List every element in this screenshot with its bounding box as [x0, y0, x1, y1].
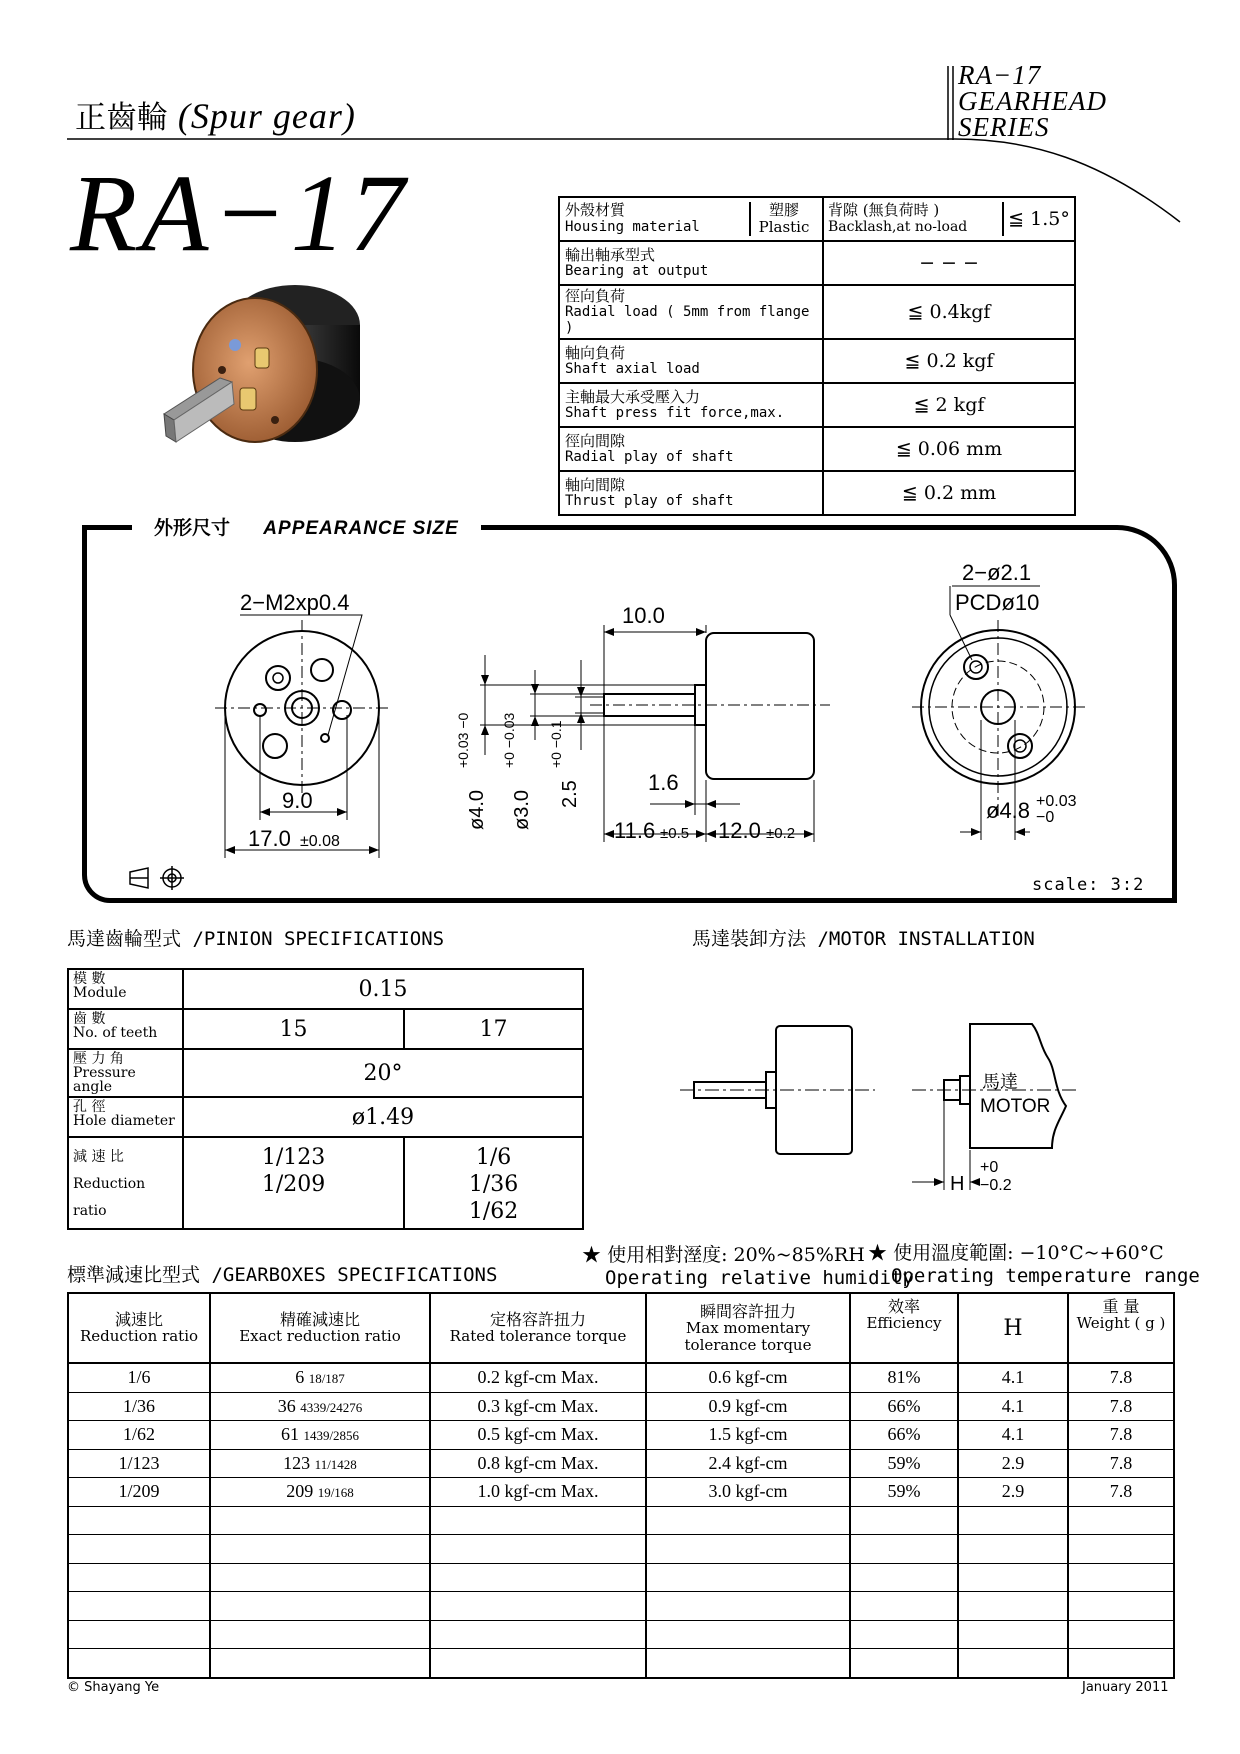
- cell-h: 2.9: [958, 1449, 1068, 1478]
- housing-zh: 外殼材質: [565, 201, 626, 219]
- dim-11-6-tol: ±0.5: [660, 825, 690, 842]
- series-line-3: SERIES: [958, 112, 1050, 142]
- cell-weight: 7.8: [1068, 1478, 1174, 1507]
- cell-momentary: [646, 1535, 850, 1564]
- dim-12: 12.0: [718, 818, 761, 843]
- spec-label-zh: 軸向負荷: [565, 344, 626, 362]
- cell-rated: 0.3 kgf-cm Max.: [430, 1392, 646, 1421]
- cell-h: [958, 1649, 1068, 1678]
- col-weight: 重 量 Weight ( g ): [1068, 1293, 1174, 1363]
- gearboxes-title: 標準減速比型式 /GEARBOXES SPECIFICATIONS: [67, 1264, 498, 1286]
- pinion-row: [68, 1137, 583, 1229]
- cell-rated: 0.5 kgf-cm Max.: [430, 1421, 646, 1450]
- spec-label-zh: 徑向間隙: [565, 432, 626, 450]
- spec-label-zh: 軸向間隙: [565, 476, 626, 494]
- title-en: (Spur gear): [177, 96, 356, 136]
- cell-weight: [1068, 1563, 1174, 1592]
- cell-eff: [850, 1592, 958, 1621]
- backlash-zh: 背隙 (無負荷時 ): [828, 201, 940, 219]
- motor-label-en: MOTOR: [980, 1096, 1051, 1117]
- cell-eff: [850, 1563, 958, 1592]
- pinion-label-zh: 模 數: [73, 971, 106, 987]
- dim-2-5: 2.5: [559, 780, 581, 808]
- dim-9: 9.0: [282, 788, 313, 813]
- col-exact: 精確減速比 Exact reduction ratio: [210, 1293, 430, 1363]
- cell-weight: [1068, 1535, 1174, 1564]
- spec-label-zh: 輸出軸承型式: [565, 246, 656, 264]
- cell-ratio: [68, 1563, 210, 1592]
- date: January 2011: [1082, 1680, 1169, 1695]
- appearance-title-en: APPEARANCE SIZE: [263, 518, 459, 539]
- pinion-value: 1/123: [261, 1145, 326, 1170]
- cell-eff: 59%: [850, 1478, 958, 1507]
- cell-eff: [850, 1535, 958, 1564]
- col-h: H: [958, 1293, 1068, 1363]
- cell-momentary: 0.6 kgf-cm: [646, 1363, 850, 1392]
- spec-label-en: Bearing at output: [565, 263, 709, 279]
- dim-2-5-tol: +0 −0.1: [548, 720, 564, 768]
- cell-exact: [210, 1535, 430, 1564]
- cell-rated: [430, 1506, 646, 1535]
- pinion-title: 馬達齒輪型式 /PINION SPECIFICATIONS: [67, 928, 445, 950]
- cell-h: [958, 1506, 1068, 1535]
- dim-phi4-8-tol-top: +0.03: [1036, 793, 1077, 810]
- cell-weight: 7.8: [1068, 1421, 1174, 1450]
- pinion-row: [68, 1049, 583, 1097]
- table-row: [68, 1392, 1174, 1421]
- star-icon: ★: [582, 1244, 602, 1266]
- spec-value: ≦ 0.2 mm: [823, 471, 1075, 515]
- cell-exact: [210, 1620, 430, 1649]
- installation-drawing: [680, 1010, 1100, 1210]
- cell-exact: 61 1439/2856: [210, 1421, 430, 1450]
- cell-h: [958, 1563, 1068, 1592]
- cell-eff: [850, 1649, 958, 1678]
- cell-rated: [430, 1592, 646, 1621]
- housing-value-en: Plastic: [758, 218, 810, 236]
- pinion-label-en: Reduction ratio: [73, 1176, 146, 1219]
- pinion-table: [67, 968, 584, 1230]
- table-row: [68, 1363, 1174, 1392]
- pinion-label-zh: 減 速 比: [73, 1149, 124, 1165]
- cell-weight: 7.8: [1068, 1449, 1174, 1478]
- dim-phi4-tol: +0.03 −0: [455, 712, 471, 768]
- dim-1-6: 1.6: [648, 770, 679, 795]
- col-efficiency: 效率 Efficiency: [850, 1293, 958, 1363]
- cell-h: 2.9: [958, 1478, 1068, 1507]
- cell-weight: 7.8: [1068, 1392, 1174, 1421]
- cell-weight: [1068, 1506, 1174, 1535]
- pinion-value: 1/62: [468, 1199, 519, 1224]
- humidity-en: Operating relative humidity: [605, 1267, 914, 1289]
- cell-rated: [430, 1649, 646, 1678]
- cell-rated: [430, 1563, 646, 1592]
- cell-eff: 66%: [850, 1392, 958, 1421]
- temp-en: Operating temperature range: [891, 1265, 1200, 1287]
- dim-pcd: PCDø10: [955, 590, 1040, 615]
- cell-eff: [850, 1620, 958, 1649]
- cell-ratio: [68, 1506, 210, 1535]
- dim-thread: 2−M2xp0.4: [240, 590, 350, 615]
- projection-symbol: [130, 866, 184, 890]
- cell-momentary: 2.4 kgf-cm: [646, 1449, 850, 1478]
- table-row: [68, 1535, 1174, 1564]
- cell-rated: 0.8 kgf-cm Max.: [430, 1449, 646, 1478]
- table-row: [68, 1421, 1174, 1450]
- pinion-value: 15: [183, 1009, 404, 1049]
- dim-11-6: 11.6: [614, 818, 656, 843]
- cell-momentary: 1.5 kgf-cm: [646, 1421, 850, 1450]
- housing-value-zh: 塑膠: [768, 201, 799, 219]
- dim-phi3: ø3.0: [511, 789, 533, 830]
- cell-ratio: 1/209: [68, 1478, 210, 1507]
- cell-momentary: [646, 1506, 850, 1535]
- table-row: [68, 1478, 1174, 1507]
- spec-value: − − −: [823, 241, 1075, 285]
- pinion-value: ø1.49: [183, 1097, 583, 1137]
- table-row: [68, 1592, 1174, 1621]
- spec-value: ≦ 0.06 mm: [823, 427, 1075, 471]
- model-name: RA−17: [70, 152, 409, 274]
- h-tol-top: +0: [980, 1159, 999, 1176]
- star-icon: ★: [868, 1242, 888, 1264]
- table-row: [68, 1506, 1174, 1535]
- pinion-value: 17: [404, 1009, 583, 1049]
- cell-momentary: 3.0 kgf-cm: [646, 1478, 850, 1507]
- pinion-row: [68, 969, 583, 1009]
- gear-header-row: [68, 1293, 1174, 1363]
- pinion-label-en: Module: [73, 985, 127, 1001]
- spec-value: ≦ 0.4kgf: [823, 285, 1075, 339]
- cell-exact: [210, 1563, 430, 1592]
- table-row: [68, 1620, 1174, 1649]
- cell-momentary: [646, 1620, 850, 1649]
- rear-view-arrows: [971, 828, 1025, 836]
- pinion-value: 20°: [183, 1049, 583, 1097]
- cell-rated: [430, 1535, 646, 1564]
- dim-phi4: ø4.0: [466, 789, 488, 830]
- cell-exact: 209 19/168: [210, 1478, 430, 1507]
- cell-momentary: [646, 1649, 850, 1678]
- cell-eff: 66%: [850, 1421, 958, 1450]
- pinion-label-en: Pressure angle: [73, 1065, 136, 1095]
- title-zh: 正齒輪: [75, 100, 168, 136]
- dim-12-tol: ±0.2: [766, 825, 796, 842]
- h-label: H: [950, 1173, 965, 1195]
- pinion-value: 1/209: [261, 1172, 326, 1197]
- pinion-label-en: No. of teeth: [73, 1025, 158, 1041]
- cell-exact: [210, 1649, 430, 1678]
- motor-label-zh: 馬達: [982, 1072, 1018, 1092]
- pinion-label-zh: 齒 數: [73, 1011, 106, 1027]
- spec-label-zh: 主軸最大承受壓入力: [565, 388, 701, 406]
- cell-h: [958, 1592, 1068, 1621]
- cell-rated: [430, 1620, 646, 1649]
- pinion-label-en: Hole diameter: [73, 1113, 175, 1129]
- temp-zh: 使用溫度範圍: −10°C~+60°C: [893, 1242, 1164, 1264]
- backlash-en: Backlash,at no-load: [828, 219, 968, 235]
- cell-h: 4.1: [958, 1392, 1068, 1421]
- cell-ratio: [68, 1620, 210, 1649]
- dim-10: 10.0: [622, 603, 665, 628]
- cell-ratio: [68, 1592, 210, 1621]
- spec-label-en: Shaft axial load: [565, 361, 700, 377]
- dim-phi3-tol: +0 −0.03: [501, 712, 517, 768]
- series-line-1: RA−17: [958, 60, 1042, 90]
- cell-ratio: [68, 1535, 210, 1564]
- spec-value: ≦ 2 kgf: [823, 383, 1075, 427]
- col-momentary: 瞬間容許扭力 Max momentary tolerance torque: [646, 1293, 850, 1363]
- spec-label-en: Thrust play of shaft: [565, 493, 734, 509]
- pinion-row: [68, 1097, 583, 1137]
- spec-label-en: Radial load ( 5mm from flange ): [565, 304, 810, 336]
- cell-h: [958, 1535, 1068, 1564]
- table-row: [68, 1649, 1174, 1678]
- cell-weight: [1068, 1592, 1174, 1621]
- dim-17: 17.0: [248, 826, 291, 851]
- cell-h: [958, 1620, 1068, 1649]
- spec-label-en: Radial play of shaft: [565, 449, 734, 465]
- installation-title: 馬達裝卸方法 /MOTOR INSTALLATION: [692, 928, 1035, 950]
- h-tol-bot: −0.2: [980, 1177, 1012, 1194]
- housing-en: Housing material: [565, 219, 700, 235]
- col-ratio: 減速比 Reduction ratio: [68, 1293, 210, 1363]
- pinion-row: [68, 1009, 583, 1049]
- cell-exact: 123 11/1428: [210, 1449, 430, 1478]
- cell-ratio: 1/36: [68, 1392, 210, 1421]
- dim-holes: 2−ø2.1: [962, 560, 1032, 585]
- cell-ratio: 1/62: [68, 1421, 210, 1450]
- spec-label-zh: 徑向負荷: [565, 287, 626, 305]
- pinion-value: 0.15: [183, 969, 583, 1009]
- cell-momentary: [646, 1592, 850, 1621]
- cell-weight: [1068, 1649, 1174, 1678]
- cell-eff: 81%: [850, 1363, 958, 1392]
- pinion-value: 1/6: [475, 1145, 512, 1170]
- cell-ratio: [68, 1649, 210, 1678]
- cell-momentary: 0.9 kgf-cm: [646, 1392, 850, 1421]
- cell-h: 4.1: [958, 1363, 1068, 1392]
- cell-weight: 7.8: [1068, 1363, 1174, 1392]
- gearboxes-table: [67, 1292, 1175, 1679]
- pinion-label-zh: 壓 力 角: [73, 1051, 124, 1067]
- appearance-title-zh: 外形尺寸: [154, 518, 231, 539]
- cell-eff: [850, 1506, 958, 1535]
- pinion-label-zh: 孔 徑: [73, 1099, 106, 1115]
- cell-eff: 59%: [850, 1449, 958, 1478]
- cell-h: 4.1: [958, 1421, 1068, 1450]
- cell-ratio: 1/6: [68, 1363, 210, 1392]
- cell-exact: 36 4339/24276: [210, 1392, 430, 1421]
- dim-17-tol: ±0.08: [300, 833, 340, 850]
- cell-exact: 6 18/187: [210, 1363, 430, 1392]
- humidity-spec: [582, 1240, 914, 1289]
- humidity-zh: 使用相對溼度: 20%~85%RH: [607, 1244, 865, 1266]
- spec-label-en: Shaft press fit force,max.: [565, 405, 785, 421]
- cell-exact: [210, 1506, 430, 1535]
- pinion-value: 1/36: [468, 1172, 519, 1197]
- backlash-value: ≦ 1.5°: [1003, 202, 1074, 236]
- cell-rated: 0.2 kgf-cm Max.: [430, 1363, 646, 1392]
- cell-exact: [210, 1592, 430, 1621]
- scale-label: scale: 3:2: [1032, 875, 1145, 895]
- cell-weight: [1068, 1620, 1174, 1649]
- col-rated: 定格容許扭力 Rated tolerance torque: [430, 1293, 646, 1363]
- series-line-2: GEARHEAD: [958, 86, 1107, 116]
- dim-phi4-8-tol-bot: −0: [1036, 809, 1055, 826]
- cell-ratio: 1/123: [68, 1449, 210, 1478]
- copyright: © Shayang Ye: [67, 1680, 160, 1695]
- cell-momentary: [646, 1563, 850, 1592]
- spec-value: ≦ 0.2 kgf: [823, 339, 1075, 383]
- table-row: [68, 1449, 1174, 1478]
- table-row: [68, 1563, 1174, 1592]
- front-view-drawing: [215, 615, 390, 858]
- cell-rated: 1.0 kgf-cm Max.: [430, 1478, 646, 1507]
- temperature-spec: [868, 1238, 1200, 1287]
- dim-phi4-8: ø4.8: [986, 798, 1031, 823]
